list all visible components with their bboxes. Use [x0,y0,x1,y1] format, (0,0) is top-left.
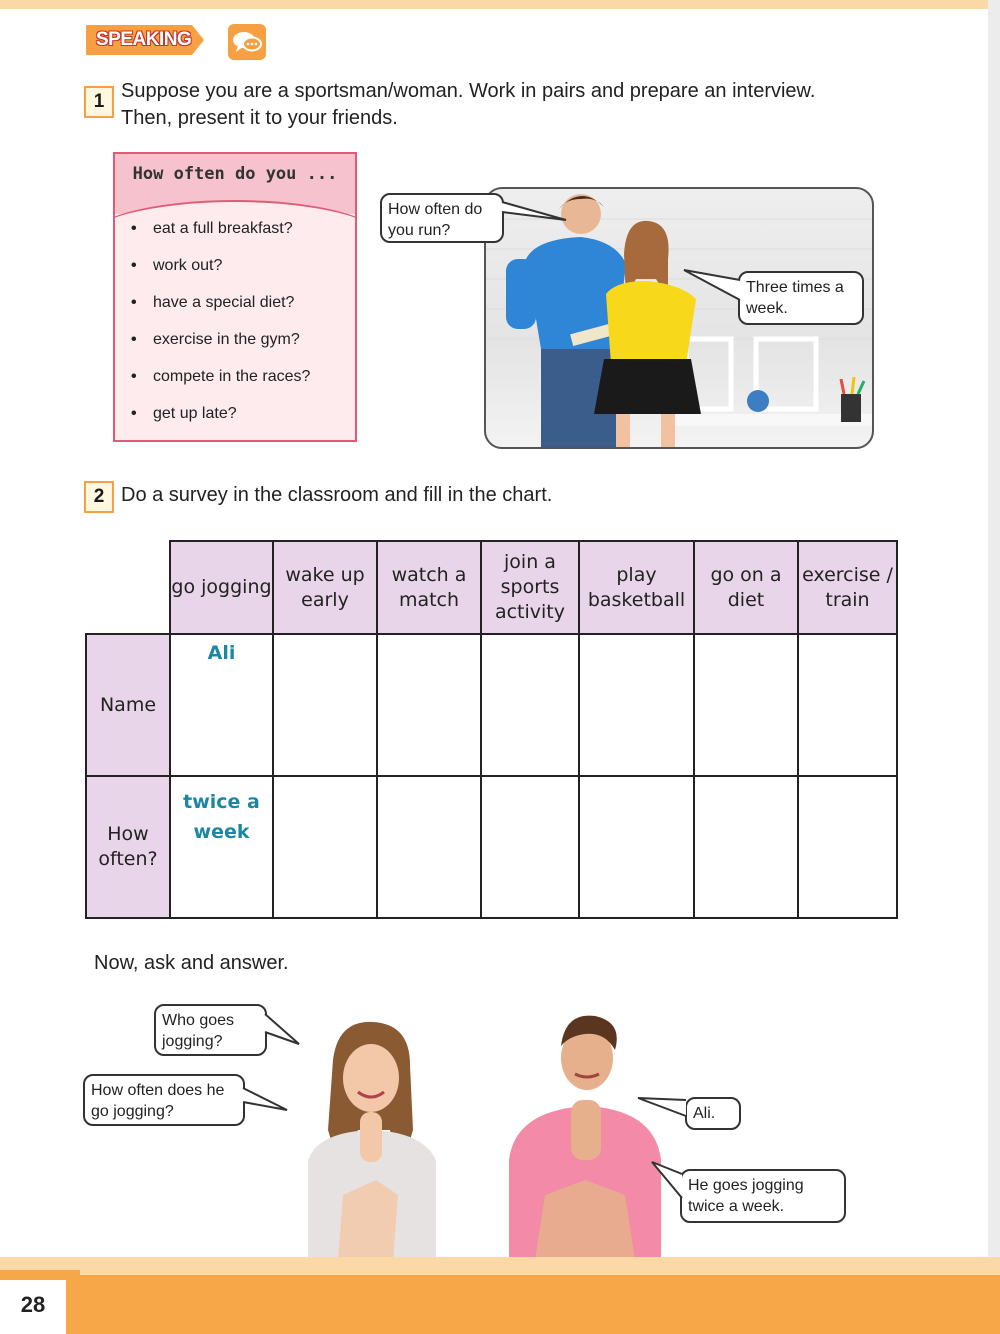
speech-bubble-twice: He goes jogging twice a week. [680,1169,846,1223]
now-ask-answer-heading: Now, ask and answer. [94,952,289,974]
top-decor-strip [0,0,1000,9]
name-cell[interactable] [694,634,798,776]
prompt-box-title: How often do you ... [132,164,338,184]
handwritten-name: Ali [207,642,236,664]
often-cell[interactable] [798,776,897,918]
often-cell[interactable] [170,776,273,918]
often-cell[interactable] [273,776,377,918]
prompt-list [131,218,310,440]
prompt-item: • exercise in the gym? [131,331,300,348]
footer-light-strip [0,1257,1000,1275]
table-row-how-often [86,776,897,918]
bubble-tail-how-often [241,1082,291,1116]
often-cell[interactable] [694,776,798,918]
bubble-tail-twice [648,1160,684,1210]
speech-bubble-how-often: How often does he go jogging? [83,1074,245,1126]
speaking-tag-arrow [192,25,204,55]
bubble-tail-ali [636,1094,688,1124]
column-header: wake up early [273,541,377,634]
name-cell[interactable] [170,634,273,776]
speech-bubbles-icon [228,24,266,60]
speech-bubble-who: Who goes jogging? [154,1004,267,1056]
often-cell[interactable] [579,776,694,918]
row-label-how-often: How often? [86,776,170,918]
exercise-1-instruction [121,78,961,132]
speech-bubble-question: How often do you run? [380,193,504,243]
survey-table [85,540,898,919]
handwritten-frequency: twice a week [183,791,260,843]
name-cell[interactable] [481,634,579,776]
bubble-tail-question [500,196,570,226]
name-cell[interactable] [798,634,897,776]
bubble-tail-answer [682,268,742,308]
name-cell[interactable] [579,634,694,776]
column-header: join a sports activity [481,541,579,634]
how-often-prompt-box [113,152,357,442]
table-header-row [86,541,897,634]
column-header: play basketball [579,541,694,634]
table-row-name [86,634,897,776]
speech-bubble-answer: Three times a week. [738,271,864,325]
exercise-2-instruction: Do a survey in the classroom and fill in the chart. [121,484,553,506]
row-label-name: Name [86,634,170,776]
name-cell[interactable] [377,634,481,776]
page-number: 28 [0,1280,66,1334]
often-cell[interactable] [481,776,579,918]
exercise-1-line-2: Then, present it to your friends. [121,107,398,129]
exercise-number-1: 1 [84,86,114,118]
exercise-1-line-1: Suppose you are a sportsman/woman. Work in pairs and prepare an interview. [121,80,816,102]
speaking-section-label: SPEAKING [86,25,192,55]
prompt-item: • compete in the races? [131,368,311,385]
prompt-item: • have a special diet? [131,294,295,311]
prompt-item: • get up late? [131,405,237,422]
column-header: exercise / train [798,541,897,634]
prompt-item: • work out? [131,257,223,274]
column-header: go on a diet [694,541,798,634]
prompt-item: • eat a full breakfast? [131,220,293,237]
right-margin-strip [988,0,1000,1334]
speech-bubble-ali: Ali. [685,1097,741,1130]
exercise-number-2: 2 [84,481,114,513]
thinking-boy-illustration [505,1010,665,1260]
name-cell[interactable] [273,634,377,776]
column-header: go jogging [170,541,273,634]
bubble-tail-who [263,1010,303,1050]
thinking-girl-illustration [298,1020,448,1260]
often-cell[interactable] [377,776,481,918]
table-corner [86,541,170,634]
column-header: watch a match [377,541,481,634]
